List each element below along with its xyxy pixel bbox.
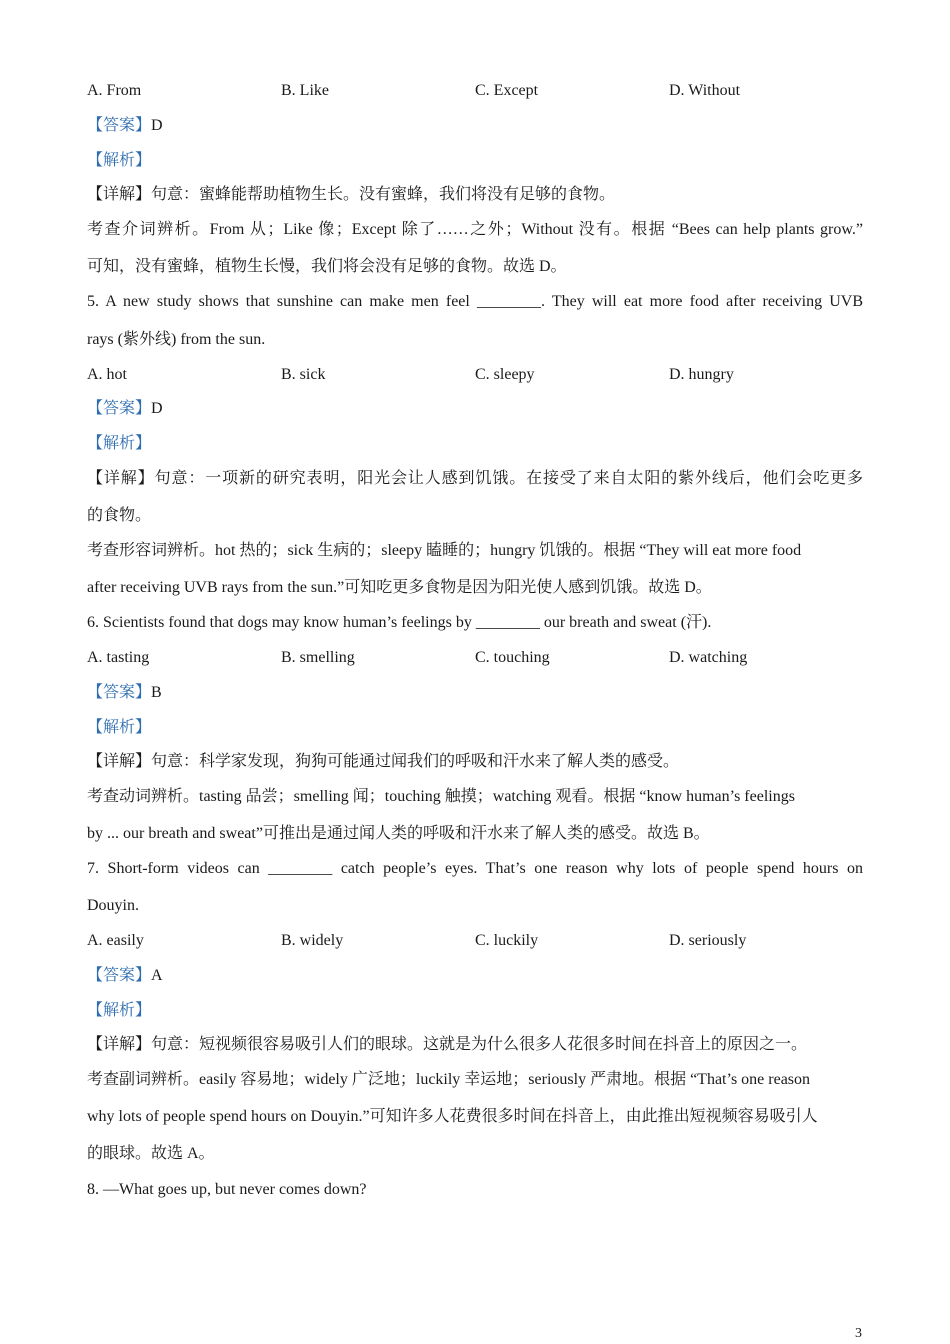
detail-tag: 【详解】 <box>87 1036 152 1053</box>
q4-option-a: A. From <box>87 82 142 99</box>
q7-stem-line-1: 7. Short-form videos can ________ catch people’s eyes. That’s one reason why lots of people spend hours on <box>87 860 863 877</box>
q5-explain-line-1: 考查形容词辨析。hot 热的；sick 生病的；sleepy 瞌睡的；hungry 饥饿的。根据 “They will eat more food <box>87 542 802 559</box>
q7-stem-line-2: Douyin. <box>87 897 139 914</box>
q5-detail-line-2: 的食物。 <box>87 507 152 524</box>
q4-explain-line-2: 可知，没有蜜蜂，植物生长慢，我们将会没有足够的食物。故选 D。 <box>87 258 567 275</box>
answer-value: A <box>151 967 163 984</box>
q6-explain-line-2: by ... our breath and sweat”可推出是通过闻人类的呼吸和汗水来了解人类的感受。故选 B。 <box>87 825 710 842</box>
q6-option-a: A. tasting <box>87 649 150 666</box>
q6-stem: 6. Scientists found that dogs may know human’s feelings by ________ our breath and sweat (汗). <box>87 614 712 631</box>
q7-explain-line-3: 的眼球。故选 A。 <box>87 1145 215 1162</box>
q6-option-c: C. touching <box>475 649 550 666</box>
answer-tag: 【答案】 <box>87 117 152 134</box>
answer-value: B <box>151 684 162 701</box>
q4-option-d: D. Without <box>669 82 741 99</box>
detail-text: 句意：一项新的研究表明，阳光会让人感到饥饿。在接受了来自太阳的紫外线后，他们会吃更多 <box>154 470 863 487</box>
q5-stem-line-2: rays (紫外线) from the sun. <box>87 331 266 348</box>
detail-tag: 【详解】 <box>87 186 152 203</box>
answer-value: D <box>151 400 163 417</box>
q8-stem: 8. —What goes up, but never comes down? <box>87 1181 367 1198</box>
q7-options <box>87 931 863 951</box>
q4-option-b: B. Like <box>281 82 329 99</box>
detail-text: 句意：科学家发现，狗狗可能通过闻我们的呼吸和汗水来了解人类的感受。 <box>151 753 680 770</box>
detail-tag: 【详解】 <box>87 470 155 487</box>
q6-option-b: B. smelling <box>281 649 355 666</box>
q5-option-c: C. sleepy <box>475 366 535 383</box>
q7-answer <box>87 966 163 986</box>
q5-option-d: D. hungry <box>669 366 734 383</box>
answer-tag: 【答案】 <box>87 400 152 417</box>
detail-text: 句意：短视频很容易吸引人们的眼球。这就是为什么很多人花很多时间在抖音上的原因之一。 <box>151 1036 808 1053</box>
answer-value: D <box>151 117 163 134</box>
q4-option-c: C. Except <box>475 82 539 99</box>
q5-option-b: B. sick <box>281 366 326 383</box>
q7-analysis-tag: 【解析】 <box>87 1002 152 1019</box>
q5-explain-line-2: after receiving UVB rays from the sun.”可知吃更多食物是因为阳光使人感到饥饿。故选 D。 <box>87 579 712 596</box>
q7-explain-line-2: why lots of people spend hours on Douyin.”可知许多人花费很多时间在抖音上，由此推出短视频容易吸引人 <box>87 1108 818 1125</box>
q6-options <box>87 648 863 668</box>
q6-explain-line-1: 考查动词辨析。tasting 品尝；smelling 闻；touching 触摸；watching 观看。根据 “know human’s feelings <box>87 788 795 805</box>
q6-detail <box>87 752 679 772</box>
answer-tag: 【答案】 <box>87 684 152 701</box>
q6-option-d: D. watching <box>669 649 748 666</box>
page-number: 3 <box>855 1326 862 1341</box>
q5-stem-line-1: 5. A new study shows that sunshine can make men feel ________. They will eat more food after receiving UVB <box>87 293 863 310</box>
q5-options <box>87 365 863 385</box>
q7-option-d: D. seriously <box>669 932 747 949</box>
q7-option-c: C. luckily <box>475 932 539 949</box>
q4-explain-line-1: 考查介词辨析。From 从；Like 像；Except 除了……之外；Without 没有。根据 “Bees can help plants grow.” <box>87 221 863 238</box>
detail-text: 句意：蜜蜂能帮助植物生长。没有蜜蜂，我们将没有足够的食物。 <box>151 186 616 203</box>
q6-analysis-tag: 【解析】 <box>87 719 152 736</box>
q7-option-b: B. widely <box>281 932 344 949</box>
q7-detail <box>87 1035 807 1055</box>
q7-option-a: A. easily <box>87 932 144 949</box>
detail-tag: 【详解】 <box>87 753 152 770</box>
q5-option-a: A. hot <box>87 366 127 383</box>
q6-answer <box>87 683 162 703</box>
q4-answer <box>87 116 163 136</box>
q5-answer <box>87 399 163 419</box>
q4-detail <box>87 185 615 205</box>
q5-analysis-tag: 【解析】 <box>87 435 152 452</box>
q4-analysis-tag: 【解析】 <box>87 152 152 169</box>
answer-tag: 【答案】 <box>87 967 152 984</box>
q5-detail-line-1 <box>87 469 863 489</box>
q4-options <box>87 81 863 101</box>
q7-explain-line-1: 考查副词辨析。easily 容易地；widely 广泛地；luckily 幸运地；seriously 严肃地。根据 “That’s one reason <box>87 1071 811 1088</box>
